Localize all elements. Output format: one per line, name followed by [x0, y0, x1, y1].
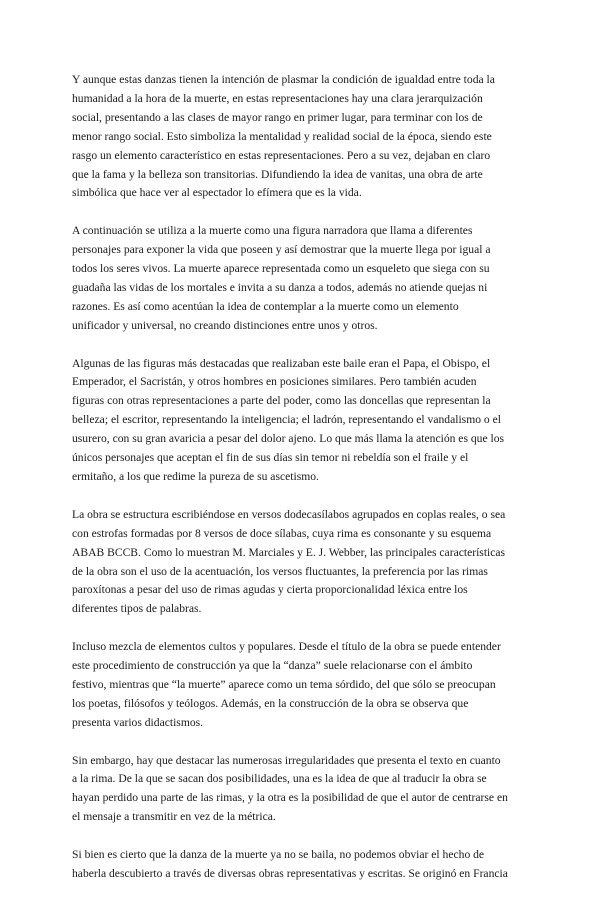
paragraph-7: Si bien es cierto que la danza de la muerte ya no se baila, no podemos obviar el hecho de haberla descubierto a través de diversas obras representativas y escritas. Se originó en Francia	[72, 848, 508, 880]
paragraph-3: Algunas de las figuras más destacadas que realizaban este baile eran el Papa, el Obispo, el Emperador, el Sacristán, y otros hombres en posiciones similares. Pero también acuden figuras con otras representaciones a parte del poder, como las doncellas que representan la belleza; el escritor, representando la inteligencia; el ladrón, representando el vandalismo o el usurero, con su gran avaricia a pesar del dolor ajeno. Lo que más llama la atención es que los únicos personajes que aceptan el fin de sus días sin temor ni rebeldía son el fraile y el ermitaño, a los que redime la pureza de su ascetismo.	[72, 356, 505, 483]
paragraph-4: La obra se estructura escribiéndose en versos dodecasílabos agrupados en coplas reales, o sea con estrofas formadas por 8 versos de doce sílabas, cuya rima es consonante y su esquema ABAB BCCB. Como lo muestran M. Marciales y E. J. Webber, las principales características de la obra son el uso de la acentuación, los versos fluctuantes, la preferencia por las rimas paroxítonas a pesar del uso de rimas agudas y cierta proporcionalidad léxica entre los diferentes tipos de palabras.	[72, 507, 506, 616]
paragraph-2: A continuación se utiliza a la muerte como una figura narradora que llama a diferentes personajes para exponer la vida que poseen y así demostrar que la muerte llega por igual a todos los seres vivos. La muerte aparece representada como un esqueleto que siega con su guadaña las vidas de los mortales e invita a su danza a todos, además no atiende quejas ni razones. Es así como acentúan la idea de contemplar a la muerte como un elemento unificador y universal, no creando distinciones entre unos y otros.	[72, 224, 491, 332]
paragraph-1: Y aunque estas danzas tienen la intención de plasmar la condición de igualdad entre toda la humanidad a la hora de la muerte, en estas representaciones hay una clara jerarquización social, presentando a las clases de mayor rango en primer lugar, para terminar con los de menor rango social. Esto simboliza la mentalidad y realidad social de la época, siendo este rasgo un elemento característico en estas representaciones. Pero a su vez, dejaban en claro que la fama y la belleza son transitorias. Difundiendo la idea de vanitas, una obra de arte simbólica que hace ver al espectador lo efímera que es la vida.	[72, 73, 495, 200]
paragraph-5: Incluso mezcla de elementos cultos y populares. Desde el título de la obra se puede entender este procedimiento de construcción ya que la “danza” suele relacionarse con el ámbito festivo, mientras que “la muerte” aparece como un tema sórdido, del que sólo se preocupan los poetas, filósofos y teólogos. Además, en la construcción de la obra se observa que presenta varios didactismos.	[72, 640, 501, 729]
body-text	[72, 71, 524, 903]
paragraph-6: Sin embargo, hay que destacar las numerosas irregularidades que presenta el texto en cuanto a la rima. De la que se sacan dos posibilidades, una es la idea de que al traducir la obra se hayan perdido una parte de las rimas, y la otra es la posibilidad de que el autor de centrarse en el mensaje a transmitir en vez de la métrica.	[72, 753, 508, 824]
